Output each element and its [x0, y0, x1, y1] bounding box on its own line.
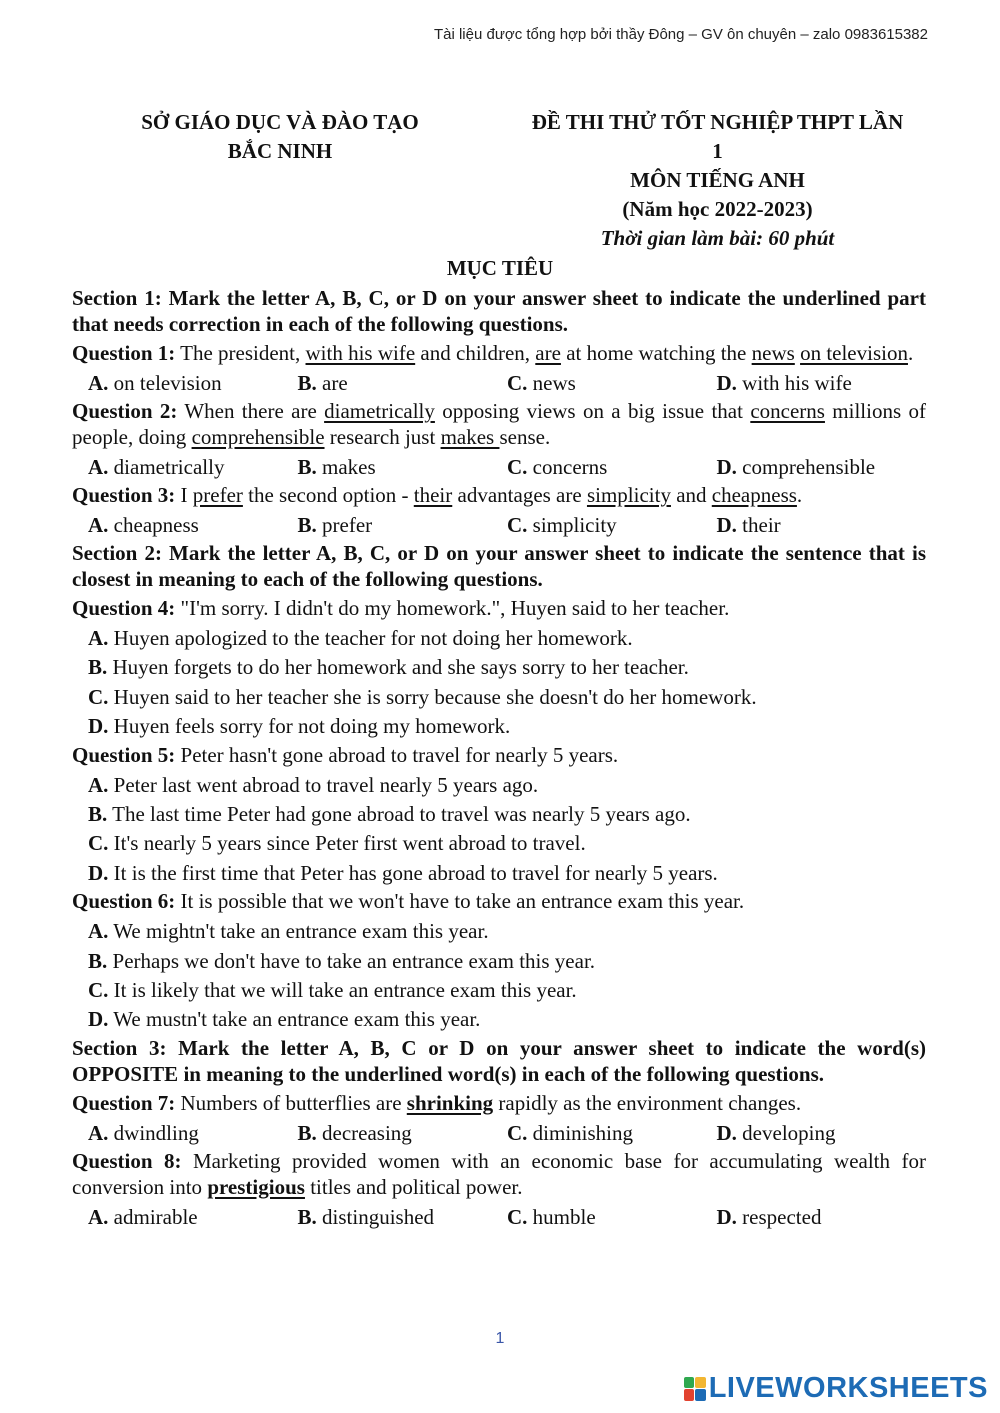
question-label: Question 4: [72, 596, 176, 620]
underlined-option: with his wife [305, 341, 416, 365]
option-text: concerns [532, 455, 608, 479]
question-label: Question 5: [72, 742, 176, 767]
option-text: We mustn't take an entrance exam this year. [113, 1007, 481, 1032]
option-c[interactable] [507, 369, 717, 398]
question-1-options [72, 369, 926, 398]
page-title: MỤC TIÊU [446, 256, 554, 280]
q-text: It is possible that we won't have to take an entrance exam this year. [175, 889, 745, 914]
underlined-option: prefer [192, 483, 243, 507]
q-text: rapidly as the environment changes. [493, 1090, 802, 1115]
underlined-option: on television [800, 341, 908, 365]
question-3 [72, 482, 926, 508]
option-letter: B. [297, 513, 317, 537]
option-letter: C. [88, 977, 109, 1002]
q-text: advantages are [452, 483, 587, 507]
option-text: decreasing [322, 1120, 412, 1145]
option-letter: C. [507, 513, 528, 537]
option-letter: D. [716, 455, 737, 479]
option-letter: B. [297, 1120, 317, 1145]
liveworksheets-brand[interactable] [684, 1372, 988, 1405]
option-text: We mightn't take an entrance exam this year. [113, 919, 489, 944]
option-a[interactable] [88, 369, 298, 398]
option-text: Huyen apologized to the teacher for not doing her homework. [113, 626, 633, 650]
section-1-instruction: Section 1: Mark the letter A, B, C, or D on your answer sheet to indicate the underlined part that needs correction in each of the following questions. [72, 286, 926, 336]
option-letter: C. [507, 1204, 528, 1229]
option-letter: B. [297, 455, 317, 479]
option-text: It's nearly 5 years since Peter first went abroad to travel. [113, 831, 586, 856]
option-d[interactable] [72, 712, 926, 741]
underlined-word: shrinking [406, 1090, 494, 1115]
underlined-option: diametrically [324, 399, 435, 423]
option-text: cheapness [113, 513, 199, 537]
question-8 [72, 1148, 926, 1200]
q-text: at home watching the [560, 341, 752, 365]
option-a[interactable] [88, 1119, 298, 1148]
underlined-option: news [751, 341, 795, 365]
option-d[interactable] [72, 859, 926, 888]
page-number: 1 [495, 1330, 505, 1347]
option-text: their [742, 513, 781, 537]
option-text: distinguished [322, 1204, 435, 1229]
option-text: Huyen feels sorry for not doing my homework. [113, 714, 511, 739]
option-letter: A. [88, 626, 109, 650]
option-letter: A. [88, 1120, 109, 1145]
option-letter: B. [88, 948, 108, 973]
option-text: Huyen forgets to do her homework and she says sorry to her teacher. [112, 655, 689, 680]
question-8-options [72, 1203, 926, 1232]
option-letter: C. [88, 831, 109, 856]
option-letter: B. [297, 1204, 317, 1229]
option-c[interactable] [72, 683, 926, 712]
option-text: comprehensible [742, 455, 876, 479]
question-2-options [72, 453, 926, 482]
option-letter: D. [88, 1007, 109, 1032]
option-letter: A. [88, 1204, 109, 1229]
q-text: Marketing provided women with an economic base for accumulating wealth for conversion into [72, 1148, 926, 1199]
option-text: makes [322, 455, 376, 479]
option-a[interactable] [72, 771, 926, 800]
option-letter: D. [88, 714, 109, 739]
q-text: When there are [177, 399, 325, 423]
question-5 [72, 742, 926, 768]
header-left [110, 108, 450, 166]
question-label: Question 8: [72, 1148, 182, 1173]
q-text: the second option - [242, 483, 414, 507]
underlined-option: makes [440, 425, 500, 449]
q-text: and children, [415, 341, 536, 365]
question-4 [72, 595, 926, 621]
option-b[interactable] [298, 453, 508, 482]
option-text: Peter last went abroad to travel nearly 5 years ago. [113, 772, 539, 797]
option-text: prefer [322, 513, 373, 537]
question-7 [72, 1090, 926, 1116]
option-a[interactable] [88, 511, 298, 540]
option-d[interactable] [717, 1119, 927, 1148]
option-text: simplicity [532, 513, 617, 537]
underlined-option: comprehensible [191, 425, 325, 449]
question-label: Question 3: [72, 483, 176, 507]
exam-number: 1 [712, 139, 723, 163]
option-letter: B. [88, 801, 108, 826]
underlined-word: prestigious [207, 1174, 305, 1199]
question-label: Question 2: [72, 399, 178, 423]
option-b[interactable] [298, 1119, 508, 1148]
option-d[interactable] [717, 453, 927, 482]
q-text: and [670, 483, 712, 507]
option-letter: C. [507, 371, 528, 395]
q-text: The president, [175, 341, 306, 365]
option-a[interactable] [88, 453, 298, 482]
question-label: Question 7: [72, 1090, 176, 1115]
section-3-instruction: Section 3: Mark the letter A, B, C or D on your answer sheet to indicate the word(s) OPPOSITE in meaning to the underlined word(s) in each of the following questions. [72, 1035, 926, 1086]
option-d[interactable] [717, 369, 927, 398]
option-text: Perhaps we don't have to take an entrance exam this year. [112, 948, 596, 973]
option-a[interactable] [72, 917, 926, 946]
option-text: respected [742, 1204, 822, 1229]
option-c[interactable] [507, 1119, 717, 1148]
underlined-option: cheapness [711, 483, 797, 507]
liveworksheets-logo-icon [684, 1377, 706, 1401]
option-c[interactable] [72, 976, 926, 1005]
option-a[interactable] [72, 624, 926, 653]
option-c[interactable] [507, 511, 717, 540]
option-c[interactable] [72, 829, 926, 858]
option-text: diminishing [532, 1120, 634, 1145]
option-letter: C. [507, 1120, 528, 1145]
q-text: sense. [499, 425, 551, 449]
question-label: Question 1: [72, 341, 176, 365]
exam-time: Thời gian làm bài: 60 phút [600, 226, 835, 250]
option-text: It is likely that we will take an entrance exam this year. [113, 977, 577, 1002]
option-b[interactable] [298, 369, 508, 398]
option-text: Huyen said to her teacher she is sorry because she doesn't do her homework. [113, 684, 757, 709]
option-letter: A. [88, 371, 109, 395]
option-text: are [322, 371, 348, 395]
q-text: . [907, 341, 914, 365]
option-text: The last time Peter had gone abroad to travel was nearly 5 years ago. [112, 801, 691, 826]
option-b[interactable] [72, 653, 926, 682]
option-a[interactable] [88, 1203, 298, 1232]
section-2-instruction: Section 2: Mark the letter A, B, C, or D on your answer sheet to indicate the sentence that is closest in meaning to each of the following questions. [72, 541, 926, 591]
option-letter: A. [88, 455, 109, 479]
option-letter: D. [716, 1120, 737, 1145]
q-text: I [175, 483, 193, 507]
option-text: diametrically [113, 455, 225, 479]
option-text: dwindling [113, 1120, 199, 1145]
option-letter: D. [716, 1204, 737, 1229]
option-letter: A. [88, 919, 109, 944]
question-6 [72, 888, 926, 914]
option-b[interactable] [298, 1203, 508, 1232]
q-text: Peter hasn't gone abroad to travel for nearly 5 years. [175, 742, 619, 767]
option-text: humble [532, 1204, 596, 1229]
underlined-option: are [535, 341, 561, 365]
q-text: titles and political power. [304, 1174, 523, 1199]
option-d[interactable] [717, 511, 927, 540]
option-d[interactable] [72, 1005, 926, 1034]
option-text: developing [742, 1120, 836, 1145]
q-text: Numbers of butterflies are [175, 1090, 407, 1115]
option-b[interactable] [298, 511, 508, 540]
option-d[interactable] [717, 1203, 927, 1232]
exam-content [72, 285, 926, 1232]
question-1 [72, 340, 926, 366]
option-text: admirable [113, 1204, 198, 1229]
option-letter: A. [88, 772, 109, 797]
option-c[interactable] [507, 1203, 717, 1232]
header-department: SỞ GIÁO DỤC VÀ ĐÀO TẠO [141, 110, 419, 134]
question-7-options [72, 1119, 926, 1148]
option-letter: D. [716, 371, 737, 395]
exam-title: ĐỀ THI THỬ TỐT NGHIỆP THPT LẦN [531, 110, 904, 134]
option-letter: C. [88, 684, 109, 709]
q-text: "I'm sorry. I didn't do my homework.", Huyen said to her teacher. [175, 596, 730, 620]
option-c[interactable] [507, 453, 717, 482]
option-letter: D. [716, 513, 737, 537]
q-text: research just [324, 425, 441, 449]
underlined-option: their [413, 483, 453, 507]
option-b[interactable] [72, 947, 926, 976]
underlined-option: simplicity [586, 483, 671, 507]
option-text: It is the first time that Peter has gone abroad to travel for nearly 5 years. [113, 860, 718, 885]
header-province: BẮC NINH [227, 139, 333, 163]
option-letter: D. [88, 860, 109, 885]
option-text: on television [113, 371, 222, 395]
underlined-option: concerns [750, 399, 825, 423]
question-2 [72, 398, 926, 450]
exam-subject: MÔN TIẾNG ANH [630, 168, 805, 192]
q-text: . [796, 483, 803, 507]
option-text: with his wife [742, 371, 852, 395]
option-letter: C. [507, 455, 528, 479]
question-label: Question 6: [72, 889, 176, 914]
option-letter: B. [88, 655, 108, 680]
brand-name: LIVEWORKSHEETS [708, 1372, 988, 1404]
header-right [505, 108, 930, 253]
option-text: news [532, 371, 576, 395]
exam-year: (Năm học 2022-2023) [622, 197, 813, 221]
option-letter: A. [88, 513, 109, 537]
option-b[interactable] [72, 800, 926, 829]
q-text: opposing views on a big issue that [434, 399, 751, 423]
top-note: Tài liệu được tổng hợp bởi thầy Đông – GV ôn chuyên – zalo 0983615382 [433, 26, 928, 43]
question-3-options [72, 511, 926, 540]
option-letter: B. [297, 371, 317, 395]
q-text: millions of people, doing [72, 399, 926, 449]
